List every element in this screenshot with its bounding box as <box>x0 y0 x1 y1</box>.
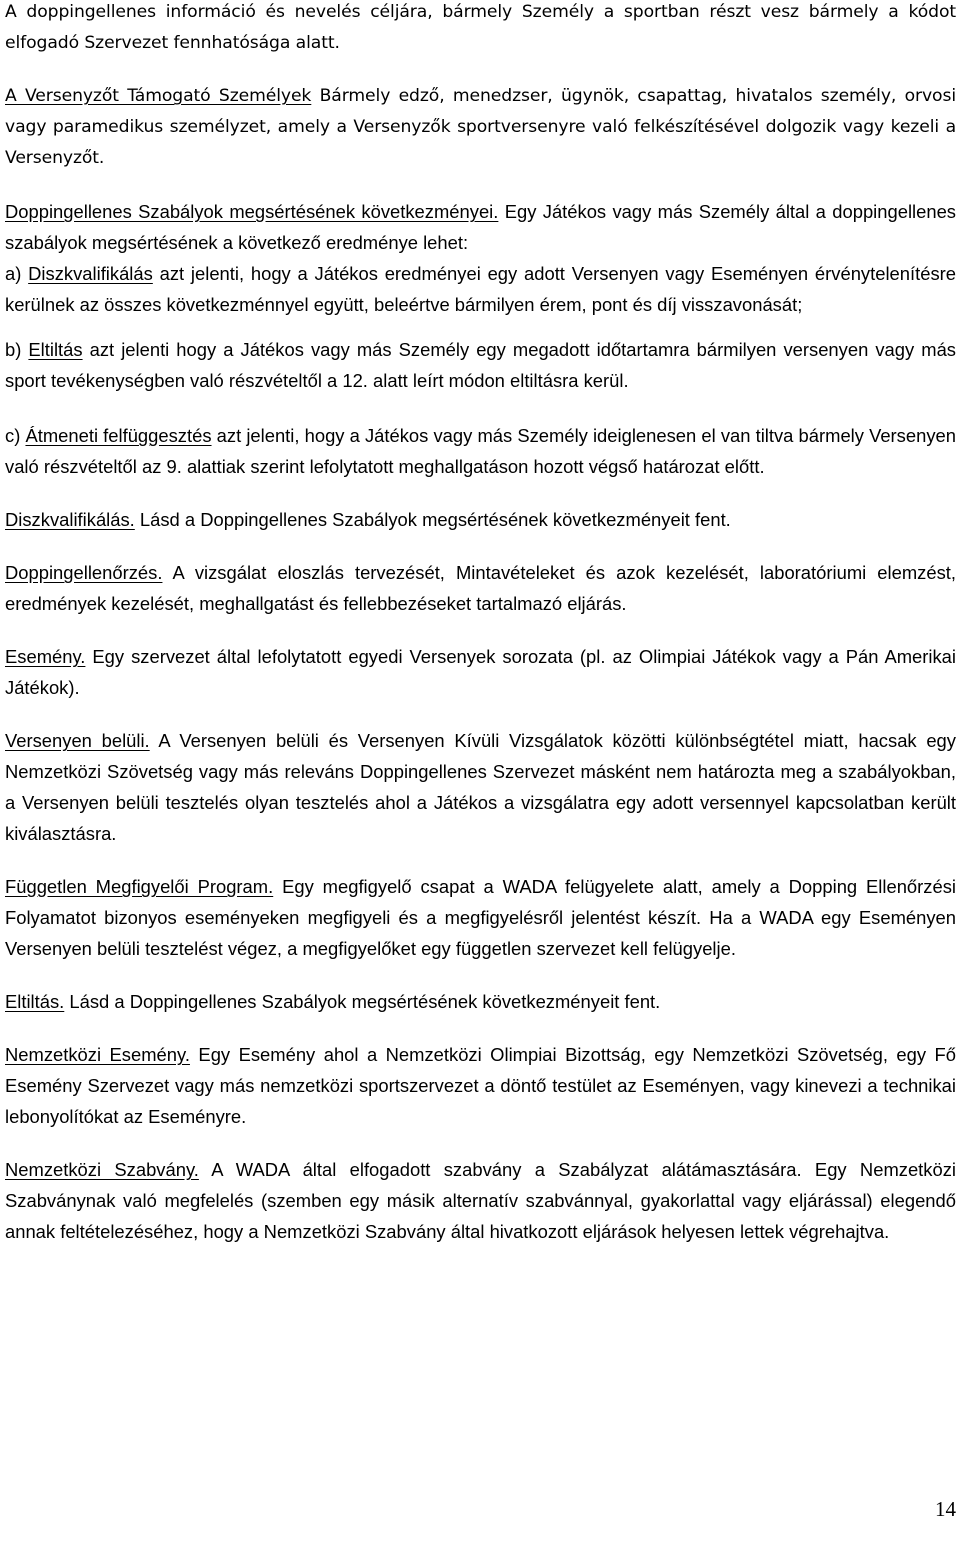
definition-doping-control <box>5 557 956 619</box>
list-item-prefix: b) <box>5 339 29 360</box>
definition-text: Egy szervezet által lefolytatott egyedi Versenyek sorozata (pl. az Olimpiai Játékok vagy a Pán Amerikai Játékok). <box>5 646 956 698</box>
definition-text: Egy Játékos vagy más Személy által a doppingellenes szabályok megsértésének a következő eredménye lehet: <box>5 201 956 253</box>
list-item-term: Eltiltás <box>28 339 83 360</box>
definition-term: Eltiltás. <box>5 991 65 1012</box>
definition-term: Nemzetközi Szabvány. <box>5 1159 199 1180</box>
definition-international-standard <box>5 1154 956 1247</box>
page-number: 14 <box>935 1497 956 1521</box>
definition-term: A Versenyzőt Támogató Személyek <box>5 86 312 106</box>
definition-independent-observer-program <box>5 871 956 964</box>
list-item-text: azt jelenti, hogy a Játékos eredményei egy adott Versenyen vagy Eseményen érvénytelenítésre kerülnek az összes következménnyel együtt, beleértve bármilyen érem, pont és díj visszavonását; <box>5 263 956 315</box>
definition-term: Nemzetközi Esemény. <box>5 1044 190 1065</box>
definition-in-competition <box>5 725 956 849</box>
definition-text: Lásd a Doppingellenes Szabályok megsértésének következményeit fent. <box>64 991 661 1012</box>
definition-text: A WADA által elfogadott szabvány a Szabályzat alátámasztására. Egy Nemzetközi Szabványnak való megfelelés (szemben egy másik alternatív szabvánnyal, gyakorlattal vagy eljárással) elegendő annak feltételezéséhez, hogy a Nemzetközi Szabvány által hivatkozott eljárások helyesen lettek végrehajtva. <box>5 1159 956 1242</box>
definition-term: Versenyen belüli. <box>5 730 150 751</box>
definition-term: Diszkvalifikálás. <box>5 509 135 530</box>
document-page <box>5 0 956 1269</box>
definition-consequences <box>5 196 956 320</box>
definition-term: Doppingellenes Szabályok megsértésének következményei. <box>5 201 499 222</box>
definition-term: Független Megfigyelői Program. <box>5 876 274 897</box>
definition-text: Egy Esemény ahol a Nemzetközi Olimpiai Bizottság, egy Nemzetközi Szövetség, egy Fő Esemény Szervezet vagy más nemzetközi sportszervezet a döntő testület az Eseményen, vagy kinevezi a technikai lebonyolítókat az Eseményre. <box>5 1044 956 1127</box>
definition-ineligibility <box>5 986 956 1017</box>
list-item-suspension <box>5 334 956 396</box>
definition-text: A Versenyen belüli és Versenyen Kívüli Vizsgálatok közötti különbségtétel miatt, hacsak egy Nemzetközi Szövetség vagy más releváns Doppingellenes Szervezet másként nem határozta meg a szabályokban, a Versenyen belüli tesztelés olyan tesztelés ahol a Játékos a vizsgálatra egy adott versennyel kapcsolatban került kiválasztásra. <box>5 730 956 844</box>
definition-text: Egy megfigyelő csapat a WADA felügyelete alatt, amely a Dopping Ellenőrzési Folyamatot bizonyos eseményeken megfigyeli és a megfigyelésről jelentést készít. Ha a WADA egy Eseményen Versenyen belüli tesztelést végez, a megfigyelőket egy független szervezet kell felügyelje. <box>5 876 956 959</box>
paragraph-intro-continuation: A doppingellenes információ és nevelés céljára, bármely Személy a sportban részt vesz bármely a kódot elfogadó Szervezet fennhatósága alatt. <box>5 2 956 53</box>
list-item-term: Átmeneti felfüggesztés <box>25 425 212 446</box>
definition-disqualification <box>5 504 956 535</box>
list-item-text: azt jelenti hogy a Játékos vagy más Személy egy megadott időtartamra bármilyen versenyen vagy más sport tevékenységben való részvételtől a 12. alatt leírt módon eltiltásra kerül. <box>5 339 956 391</box>
definition-event <box>5 641 956 703</box>
definition-text: Lásd a Doppingellenes Szabályok megsértésének következményeit fent. <box>134 509 731 530</box>
definition-text: Bármely edző, menedzser, ügynök, csapattag, hivatalos személy, orvosi vagy paramedikus személyzet, amely a Versenyzők sportversenyre való felkészítésével dolgozik vagy kezeli a Versenyzőt. <box>5 86 956 168</box>
definition-term: Doppingellenőrzés. <box>5 562 163 583</box>
definition-international-event <box>5 1039 956 1132</box>
definition-supporting-personnel <box>5 81 956 174</box>
definition-text: A vizsgálat eloszlás tervezését, Mintavételeket és azok kezelését, laboratóriumi elemzést, eredmények kezelését, meghallgatást és fellebbezéseket tartalmazó eljárás. <box>5 562 956 614</box>
list-item-provisional-suspension <box>5 420 956 482</box>
list-item-text: azt jelenti, hogy a Játékos vagy más Személy ideiglenesen el van tiltva bármely Versenyen való részvételtől az 9. alattiak szerint lefolytatott meghallgatáson hozott végső határozat előtt. <box>5 425 956 477</box>
list-item-prefix: c) <box>5 425 26 446</box>
definition-term: Esemény. <box>5 646 86 667</box>
list-item-term: Diszkvalifikálás <box>28 263 153 284</box>
list-item-prefix: a) <box>5 263 29 284</box>
